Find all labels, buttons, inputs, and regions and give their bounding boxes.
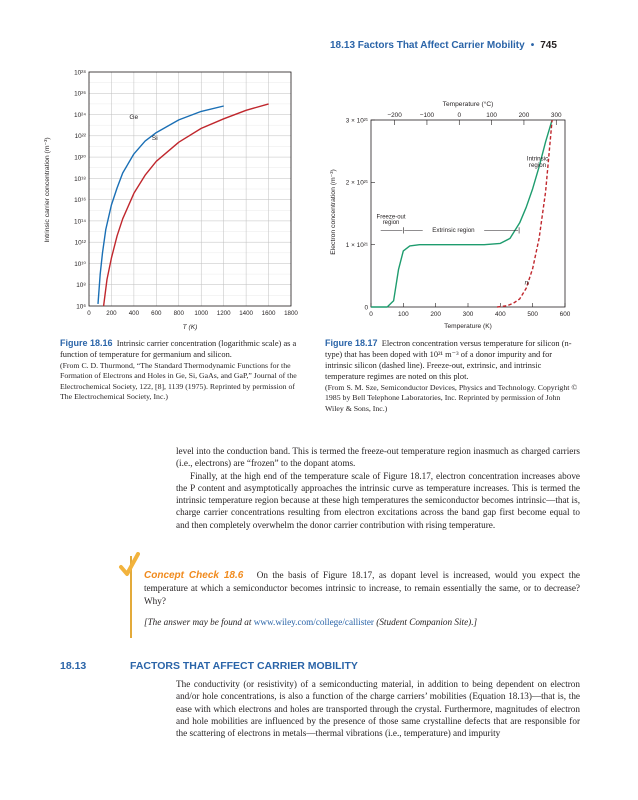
figure-18-17-top-tick-label: −100: [419, 112, 435, 119]
figure-18-17-caption: [325, 338, 580, 414]
figure-18-16-x-tick-labels: [87, 310, 298, 317]
figure-18-17-y-tick-label: 3 × 10²¹: [345, 117, 368, 125]
figure-18-16-y-tick-label: 10²⁰: [74, 154, 86, 162]
figure-18-17-y-tick-label: 0: [364, 304, 368, 312]
figure-18-16-y-tick-label: 10⁸: [76, 282, 86, 290]
body-paragraph-2: Finally, at the high end of the temperature scale of Figure 18.17, electron concentration increases above the P content and asymptotically approaches the intrinsic curve as temperature increases. This is termed the intrinsic temperature region because at these high temperatures the semiconductor becomes intrinsic—that is, charge carrier concentrations resulting from electron excitations across the band gap first become equal to and then completely overwhelm the donor carrier contribution with rising temperature.: [176, 470, 580, 530]
concept-check-question: On the basis of Figure 18.17, as dopant level is increased, would you expect the temperature at which a semiconductor becomes intrinsic to increase, to remain essentially the same, or to decrease? Why?: [144, 570, 580, 606]
figure-18-17-y-axis-label: Electron concentration (m⁻³): [330, 169, 337, 255]
page-number: 745: [540, 40, 557, 51]
section-number: 18.13: [60, 660, 87, 672]
series-si-label: Si: [151, 135, 158, 143]
answer-link[interactable]: www.wiley.com/college/callister: [253, 617, 374, 627]
figure-18-17-top-axis-label: Temperature (°C): [442, 101, 494, 108]
running-head-section: 18.13 Factors That Affect Carrier Mobility: [330, 40, 525, 51]
figure-18-16-credit: (From C. D. Thurmond, “The Standard Thermodynamic Functions for the Formation of Electrons and Holes in Ge, Si, GaAs, and GaP,” Journal of the Electrochemical Society, 122, [8], 1139 (1975). Reprinted by permission of The Electrochemical Society, Inc.): [60, 361, 297, 402]
section-title: FACTORS THAT AFFECT CARRIER MOBILITY: [130, 660, 358, 672]
ni-label: nᵢ: [524, 279, 530, 287]
figure-18-16-x-tick-label: 0: [87, 310, 91, 317]
freeze-out-region-label: Freeze-out: [376, 214, 406, 221]
figure-18-17-top-tick-label: −200: [387, 112, 402, 119]
figure-18-16-y-tick-label: 10²²: [74, 133, 86, 141]
figure-18-16-y-tick-label: 10¹⁸: [74, 175, 86, 183]
figure-18-16-x-tick-label: 800: [173, 310, 184, 317]
figure-18-16-x-tick-label: 1600: [261, 310, 276, 317]
figure-18-16-y-tick-label: 10²⁶: [74, 90, 86, 98]
body-paragraph-1: level into the conduction band. This is termed the freeze-out temperature region inasmuch as charged carriers (i.e., electrons) are “frozen” to the dopant atoms.: [176, 446, 580, 469]
figure-18-16-y-tick-label: 10¹⁴: [74, 218, 86, 226]
figure-18-17-x-tick-label: 600: [559, 311, 571, 318]
figure-18-17-label: Figure 18.17: [325, 338, 378, 348]
figure-18-16-x-tick-label: 1000: [194, 310, 209, 317]
figure-18-17-x-tick-label: 100: [397, 311, 409, 318]
figure-18-16-series: [98, 104, 269, 306]
freeze-out-region-label-line-2: region: [382, 220, 400, 227]
figure-18-16-x-tick-label: 1200: [216, 310, 231, 317]
figure-18-17-y-tick-label: 1 × 10²¹: [345, 242, 368, 250]
figure-18-16-gridlines: [89, 72, 291, 306]
running-head-separator: •: [530, 40, 535, 51]
figure-18-16-y-tick-label: 10¹²: [74, 239, 86, 247]
check-mark-icon: [118, 552, 140, 578]
figure-18-17-x-axis-label: Temperature (K): [444, 323, 492, 330]
section-heading: [60, 660, 460, 672]
figure-18-17-top-tick-label: 0: [457, 112, 462, 119]
figure-18-17-x-tick-label: 0: [369, 311, 373, 318]
figure-18-16-y-tick-label: 10¹⁰: [74, 260, 86, 268]
figure-18-16-label: Figure 18.16: [60, 338, 113, 348]
extrinsic-region-label: Extrinsic region: [432, 227, 475, 235]
figure-18-17-x-tick-label: 400: [494, 311, 506, 318]
figure-18-17-y-tick-label: 2 × 10²¹: [345, 179, 368, 187]
running-head: [330, 40, 580, 51]
figure-18-16-y-axis-label: Intrinsic carrier concentration (m⁻³): [44, 137, 51, 243]
intrinsic-region-label-line-2: region: [528, 161, 547, 169]
intrinsic-region-label: Intrinsic: [526, 155, 549, 163]
concept-check: [144, 569, 580, 607]
section-body: [176, 678, 580, 739]
figure-18-17-x-tick-label: 500: [527, 311, 539, 318]
figure-18-16-x-tick-label: 600: [151, 310, 162, 317]
figure-18-17-top-tick-label: 200: [518, 112, 530, 119]
figure-18-16-x-tick-label: 1400: [239, 310, 253, 317]
series-si-line: [104, 104, 269, 306]
section-paragraph: The conductivity (or resistivity) of a semiconducting material, in addition to being dependent on electron and/or hole concentrations, is also a function of the charge carriers’ mobilities (Equation 18.13)—that is, the ease with which electrons and holes are transported through the crystal. Furthermore, magnitudes of electron and hole mobilities are influenced by the presence of those same crystalline defects that are responsible for the scattering of electrons in metals—thermal vibrations (i.e., temperature) and impurity: [176, 679, 580, 739]
figure-18-16-y-tick-labels: [74, 69, 86, 310]
answer-prefix: [The answer may be found at: [144, 617, 252, 627]
figure-18-16-x-axis-label: T (K): [182, 324, 198, 331]
answer-suffix: (Student Companion Site).]: [376, 617, 478, 627]
figure-18-17-x-tick-label: 200: [430, 311, 442, 318]
series-ge-label: Ge: [129, 113, 139, 121]
figure-18-17-caption-text: Electron concentration versus temperature for silicon (n-type) that has been doped with 10²¹ m⁻³ of a donor impurity and for intrinsic silicon (dashed line). Freeze-out, extrinsic, and intrinsic temperature regimes are noted on this plot.: [325, 339, 572, 381]
figure-18-16-y-tick-label: 10²⁸: [74, 69, 86, 77]
figure-18-16-caption-text: Intrinsic carrier concentration (logarithmic scale) as a function of temperature for germanium and silicon.: [60, 339, 297, 359]
figure-18-16-caption: [60, 338, 305, 403]
figure-18-16-y-tick-label: 10²⁴: [74, 111, 86, 119]
figure-18-17-annotations: [377, 156, 549, 287]
figure-18-17-top-tick-label: 100: [486, 112, 497, 119]
figure-18-17-top-tick-label: 300: [550, 112, 562, 119]
figure-18-16-x-tick-label: 1800: [284, 310, 298, 317]
figure-18-16-y-tick-label: 10¹⁶: [74, 197, 86, 205]
body-text: [176, 445, 580, 531]
figure-18-17-chart: [325, 92, 590, 332]
concept-check-answer: [144, 617, 580, 627]
figure-18-17-credit: (From S. M. Sze, Semiconductor Devices, Physics and Technology. Copyright © 1985 by Bell Telephone Laboratories, Inc. Reprinted by permission of John Wiley & Sons, Inc.): [325, 383, 578, 413]
figure-18-17-x-tick-label: 300: [462, 311, 474, 318]
figure-18-16-y-tick-label: 10⁶: [76, 303, 86, 311]
figure-18-16-chart: [40, 60, 310, 335]
figure-18-16-x-tick-label: 200: [106, 310, 117, 317]
concept-check-title: Concept Check 18.6: [144, 570, 244, 581]
figure-18-16-x-tick-label: 400: [128, 310, 140, 317]
